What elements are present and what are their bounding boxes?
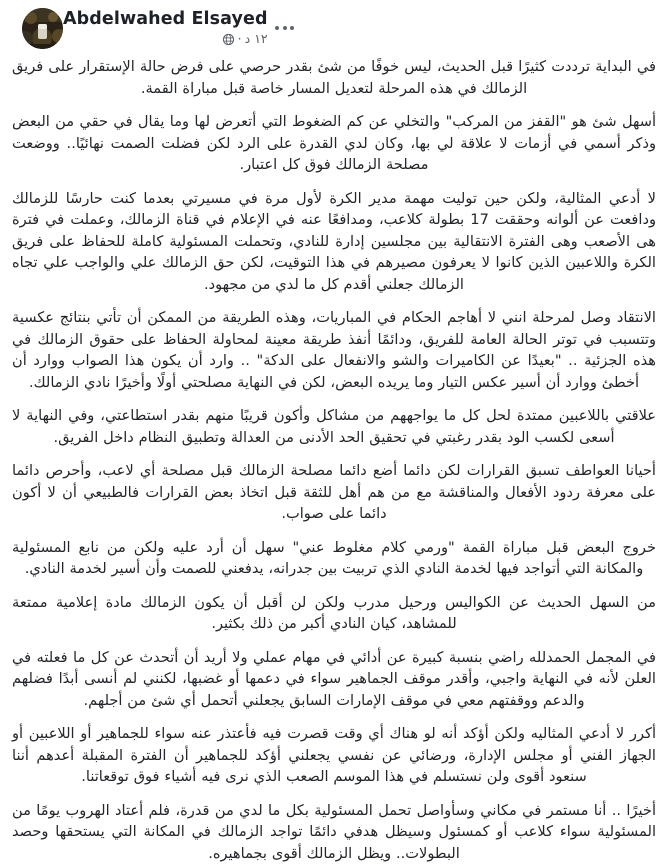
post-paragraph: علاقتي باللاعبين ممتدة لحل كل ما يواجههم من مشاكل وأكون قريبًا منهم بقدر استطاعتي، وفي النهاية لا أسعى لكسب الود بقدر رغبتي في تحقيق الحد الأدنى من العدالة وتطبيق النظام داخل الفريق. [12, 405, 656, 448]
avatar[interactable] [22, 8, 63, 49]
ellipsis-icon [275, 26, 294, 30]
post-author-block [63, 10, 268, 46]
post-paragraph: الانتقاد وصل لمرحلة انني لا أهاجم الحكام في المباريات، وهذه الطريقة من الممكن أن تأتي بنتائج عكسية وتتسبب في توتر الحالة العامة للفريق، ودائمًا أنفذ طريقة معينة لمحاولة الحفاظ على حقوق الزمالك في هذه الجزئية .. "بعيدًا عن الكاميرات والشو والانفعال على الدكة" .. وارد أن يكون هذا الصواب ووارد أن أخطئ ووارد أن أسير عكس التيار وما يريده البعض، لكن في النهاية مصلحتي أولًا وأخيرًا نادي الزمالك. [12, 307, 656, 393]
post-paragraph: خروج البعض قبل مباراة القمة "ورمي كلام مغلوط عني" سهل أن أرد عليه ولكن من نابع المسئولية والمكانة التي أتواجد فيها لخدمة النادي الذي تربيت بين جدرانه، يدفعني للصمت وأن أسير لخدمة النادي. [12, 537, 656, 580]
post-paragraph: في البداية ترددت كثيرًا قبل الحديث، ليس خوفًا من شئ بقدر حرصي على فرض حالة الإستقرار على فريق الزمالك في هذه المرحلة لتعديل المسار خاصة قبل مباراة القمة. [12, 56, 656, 99]
post-author-name[interactable]: Abdelwahed Elsayed [63, 10, 268, 29]
post-paragraph: في المجمل الحمدلله راضي بنسبة كبيرة عن أدائي في مهام عملي ولا أريد أن أتحدث عن كل ما فعلته في العلن لأنه في النهاية واجبي، وأقدر موقف الجماهير سواء في دعمها أو غضبها، لكنني لم أنسى أبدًا فضلهم والدعم ووقفتهم معي في موقف الإمارات السابق يجعلني أتحمل أي شئ من أجلهم. [12, 647, 656, 712]
post-options-button[interactable] [268, 11, 302, 45]
post-body [0, 56, 668, 864]
post-paragraph: أخيرًا .. أنا مستمر في مكاني وسأواصل تحمل المسئولية بكل ما لدي من قدرة، فلم أعتاد الهروب يومًا من المسئولية سواء كلاعب أو كمسئول وسيظل هدفي دائمًا تواجد الزمالك في المكانة التي يستحقها وحصد البطولات.. ويظل الزمالك أقوى بجماهيره. [12, 800, 656, 864]
meta-separator: · [238, 32, 242, 46]
post-paragraph: لا أدعي المثالية، ولكن حين توليت مهمة مدير الكرة لأول مرة في مسيرتي بعدما كنت حارسًا للزمالك ودافعت عن ألوانه وحققت 17 بطولة كلاعب، ومدافعًا عنه في الإعلام في قناة الزمالك، وعملت في فترة هى الأصعب وهى الفترة الانتقالية بين مجلسين إدارة للنادي، وتحملت المسئولية كاملة للحفاظ على فريق الكرة واللاعبين الذين كانوا لا يعرفون مصيرهم في هذا التوقيت، لكن حق الزمالك علي والواجب علي تجاه الزمالك جعلني أقدم كل ما لدي من مجهود. [12, 188, 656, 296]
post-paragraph: أكرر لا أدعي المثاليه ولكن أؤكد أنه لو هناك أي وقت قصرت فيه فأعتذر عنه سواء للجماهير أو اللاعبين أو الجهاز الفني أو مجلس الإدارة، ورضائي عن نفسي يجعلني أؤكد للجماهير أن الفترة المقبلة أعدهم أننا سنعود أقوى ولن نستسلم في هذا الموسم الصعب الذي نرى فيه أشياء فوق توقعاتنا. [12, 723, 656, 788]
user-avatar-photo-icon [22, 8, 63, 49]
post-meta [222, 32, 268, 46]
post-paragraph: أحيانا العواطف تسبق القرارات لكن دائما أضع دائما مصلحة الزمالك قبل مصلحة أي لاعب، وأحرص دائما على معرفة ردود الأفعال والمناقشة مع من هم أهل للثقة قبل اتخاذ بعض القرارات فالطبيعي أن لا أكون دائما على صواب. [12, 460, 656, 525]
post-timestamp[interactable]: ١٢ د [245, 32, 268, 46]
globe-icon[interactable] [222, 33, 235, 46]
post-paragraph: أسهل شئ هو "القفز من المركب" والتخلي عن كم الضغوط التي أتعرض لها وما يقال في حقي من البعض وذكر أسمي في أزمات لا علاقة لي بها، وكان لدي القدرة على الرد لكن فضلت الصمت نهائيًا.. ووضعت مصلحة الزمالك فوق كل اعتبار. [12, 111, 656, 176]
post-paragraph: من السهل الحديث عن الكواليس ورحيل مدرب ولكن لن أقبل أن يكون الزمالك مادة إعلامية ممتعة للمشاهد، كيان النادي أكبر من ذلك بكثير. [12, 592, 656, 635]
post-header [0, 0, 668, 56]
